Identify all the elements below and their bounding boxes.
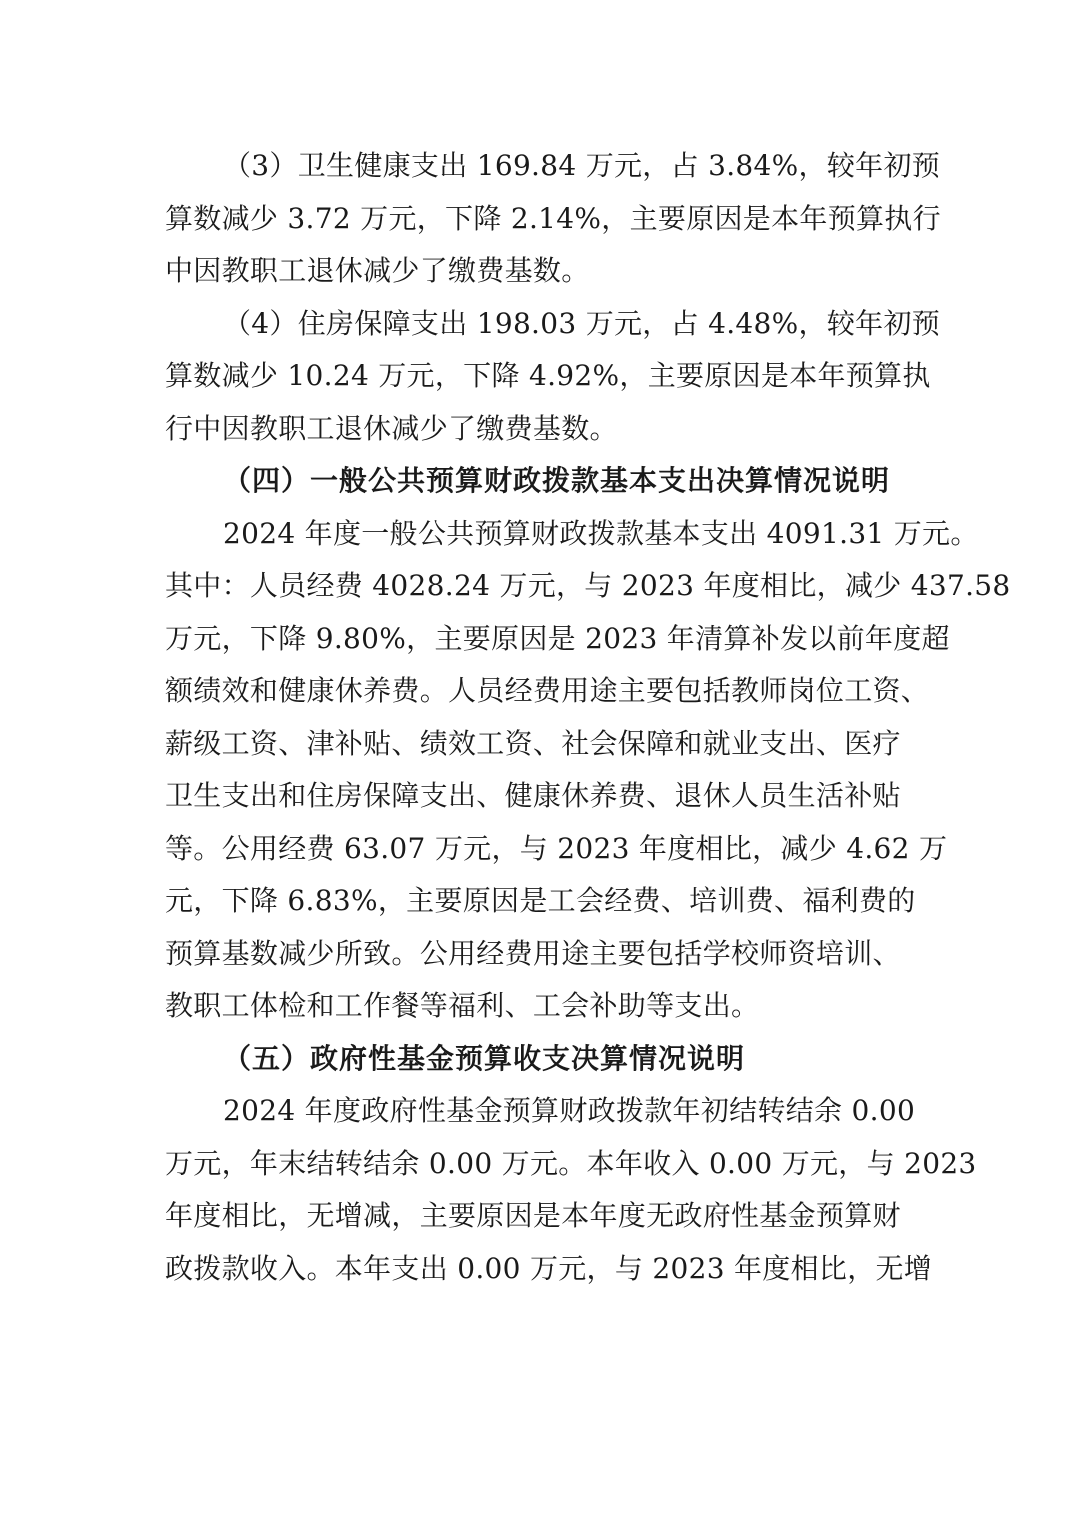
text-line: 2024 年度政府性基金预算财政拨款年初结转结余 0.00 — [223, 1094, 916, 1127]
text-line: 算数减少 3.72 万元，下降 2.14%，主要原因是本年预算执行 — [165, 201, 941, 235]
section-heading-basic-expenditure: （四）一般公共预算财政拨款基本支出决算情况说明 — [223, 464, 891, 497]
paragraph-housing-expenditure — [165, 298, 941, 456]
text-line: 等。公用经费 63.07 万元，与 2023 年度相比，减少 4.62 万 — [165, 831, 948, 865]
page-content — [165, 140, 1011, 1295]
text-line: 算数减少 10.24 万元，下降 4.92%，主要原因是本年预算执 — [165, 359, 931, 392]
text-line: 教职工体检和工作餐等福利、工会补助等支出。 — [165, 989, 760, 1022]
text-line: 中因教职工退休减少了缴费基数。 — [165, 254, 590, 287]
paragraph-government-fund — [165, 1085, 977, 1295]
text-line: 行中因教职工退休减少了缴费基数。 — [165, 411, 618, 445]
text-line: 2024 年度一般公共预算财政拨款基本支出 4091.31 万元。 — [223, 516, 979, 550]
text-line: 万元，年末结转结余 0.00 万元。本年收入 0.00 万元，与 2023 — [165, 1146, 977, 1180]
text-line: （4）住房保障支出 198.03 万元，占 4.48%，较年初预 — [223, 306, 941, 340]
section-heading-government-fund: （五）政府性基金预算收支决算情况说明 — [223, 1041, 746, 1075]
text-line: 薪级工资、津补贴、绩效工资、社会保障和就业支出、医疗 — [165, 726, 901, 760]
text-line: 其中：人员经费 4028.24 万元，与 2023 年度相比，减少 437.58 — [165, 569, 1011, 602]
paragraph-basic-expenditure — [165, 508, 1011, 1033]
text-line: 卫生支出和住房保障支出、健康休养费、退休人员生活补贴 — [165, 779, 901, 812]
text-line: （3）卫生健康支出 169.84 万元，占 3.84%，较年初预 — [223, 149, 941, 182]
text-line: 年度相比，无增减，主要原因是本年度无政府性基金预算财 — [165, 1199, 901, 1232]
paragraph-health-expenditure — [165, 140, 941, 298]
text-line: 万元，下降 9.80%，主要原因是 2023 年清算补发以前年度超 — [165, 621, 950, 655]
text-line: 额绩效和健康休养费。人员经费用途主要包括教师岗位工资、 — [165, 674, 930, 707]
text-line: 政拨款收入。本年支出 0.00 万元，与 2023 年度相比，无增 — [165, 1251, 933, 1285]
text-line: 预算基数减少所致。公用经费用途主要包括学校师资培训、 — [165, 936, 901, 970]
text-line: 元，下降 6.83%，主要原因是工会经费、培训费、福利费的 — [165, 884, 916, 917]
